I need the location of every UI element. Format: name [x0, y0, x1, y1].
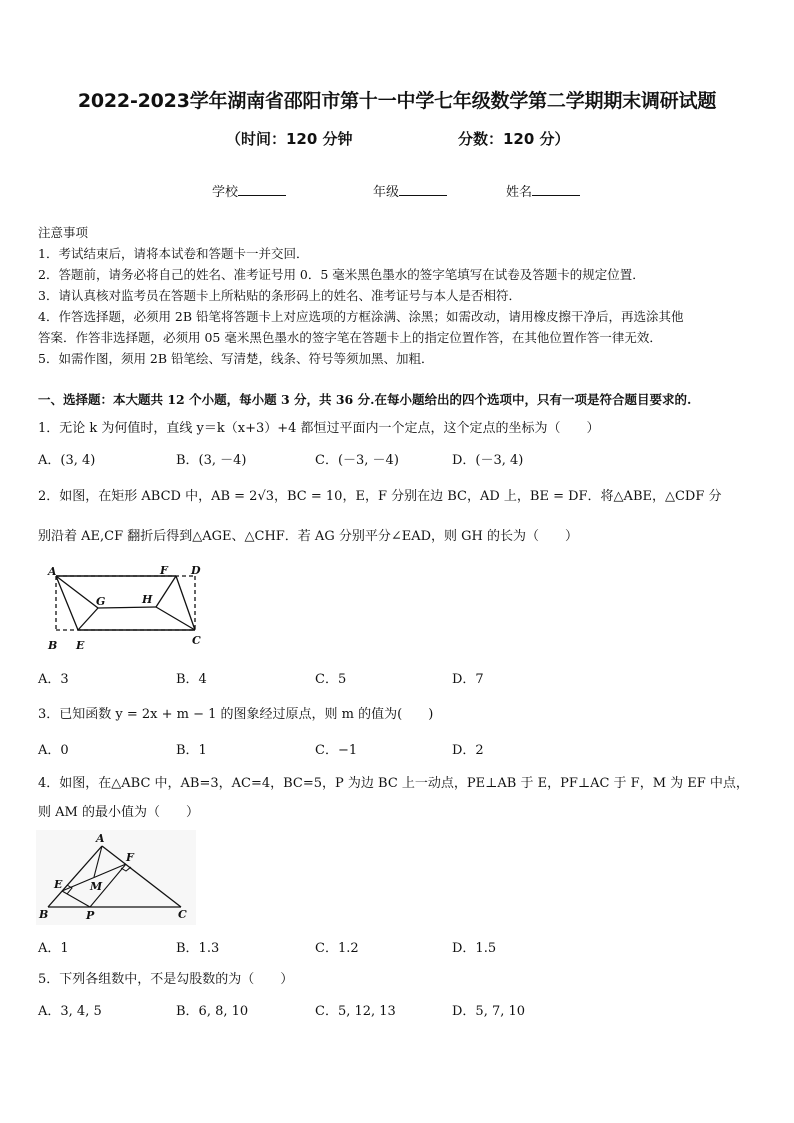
segment-gh [98, 607, 156, 608]
q3-option-d: D．2 [452, 743, 484, 758]
label-c: C [178, 908, 187, 921]
note-item: 4．作答选择题，必须用 2B 铅笔将答题卡上对应选项的方框涂满、涂黑；如需改动，请用橡皮擦干净后，再选涂其他 [38, 309, 684, 324]
q3-option-b: B．1 [176, 743, 207, 758]
q2-stem-line1: 2．如图，在矩形 ABCD 中，AB = 2√3，BC = 10，E，F 分别在边 BC，AD 上，BE = DF．将△ABE，△CDF 分 [38, 489, 722, 504]
school-label: 学校 [212, 185, 239, 200]
notes-heading: 注意事项 [38, 225, 89, 240]
q2-rectangle-figure [40, 560, 215, 655]
q4-option-d: D．1.5 [452, 941, 497, 956]
q1-option-b: B．(3, －4) [176, 453, 247, 468]
label-g: G [96, 595, 106, 608]
school-blank [238, 183, 286, 196]
name-blank [532, 183, 580, 196]
q3-stem: 3．已知函数 y = 2x + m − 1 的图象经过原点，则 m 的值为( ) [38, 707, 434, 722]
label-c: C [192, 634, 201, 647]
label-b: B [39, 908, 49, 921]
note-item: 3．请认真核对监考员在答题卡上所粘贴的条形码上的姓名、准考证号与本人是否相符． [38, 288, 521, 303]
label-f: F [160, 564, 168, 577]
name-field [506, 181, 580, 200]
segment-fh [156, 576, 176, 607]
q4-triangle-figure [36, 830, 196, 925]
q4-stem-line2: 则 AM 的最小值为（ ） [38, 805, 199, 820]
grade-blank [399, 183, 447, 196]
segment-ge [78, 608, 98, 630]
q4-stem-line1: 4．如图，在△ABC 中，AB=3，AC=4，BC=5，P 为边 BC 上一动点，PE⊥AB 于 E，PF⊥AC 于 F，M 为 EF 中点， [38, 776, 749, 791]
q4-option-b: B．1.3 [176, 941, 220, 956]
q4-option-c: C．1.2 [315, 941, 359, 956]
school-field [212, 181, 286, 200]
segment-hc [156, 607, 195, 630]
name-label: 姓名 [506, 185, 533, 200]
q1-option-d: D．(－3, 4) [452, 453, 524, 468]
q5-option-c: C．5, 12, 13 [315, 1004, 396, 1019]
q1-option-a: A．(3, 4) [38, 453, 96, 468]
grade-field [373, 181, 447, 200]
q2-stem-line2: 别沿着 AE,CF 翻折后得到△AGE、△CHF．若 AG 分别平分∠EAD，则 GH 的长为（ ） [38, 529, 579, 544]
label-a: A [48, 565, 57, 578]
q5-option-d: D．5, 7, 10 [452, 1004, 526, 1019]
note-item: 5．如需作图，须用 2B 铅笔绘、写清楚，线条、符号等须加黑、加粗． [38, 351, 434, 366]
exam-time: （时间：120 分钟 [226, 130, 353, 148]
q2-option-b: B．4 [176, 672, 207, 687]
q2-option-a: A．3 [38, 672, 69, 687]
q2-option-d: D．7 [452, 672, 484, 687]
note-item: 2．答题前，请务必将自己的姓名、准考证号用 0．5 毫米黑色墨水的签字笔填写在试卷及答题卡的规定位置． [38, 267, 645, 282]
grade-label: 年级 [373, 185, 400, 200]
label-b: B [48, 639, 58, 652]
note-item: 1．考试结束后，请将本试卷和答题卡一并交回． [38, 246, 309, 261]
q3-option-c: C．−1 [315, 743, 358, 758]
label-e: E [54, 878, 63, 891]
q3-option-a: A．0 [38, 743, 69, 758]
label-d: D [191, 564, 201, 577]
q1-stem: 1．无论 k 为何值时，直线 y＝k（x+3）+4 都恒过平面内一个定点，这个定点的坐标为（ ） [38, 421, 600, 436]
label-f: F [126, 851, 134, 864]
label-e: E [76, 639, 85, 652]
label-a: A [96, 832, 105, 845]
label-m: M [90, 880, 103, 893]
segment-fc [176, 576, 195, 630]
note-item: 答案．作答非选择题，必须用 05 毫米黑色墨水的签字笔在答题卡上的指定位置作答，在其他位置作答一律无效． [38, 330, 662, 345]
label-p: P [86, 909, 95, 922]
q5-option-b: B．6, 8, 10 [176, 1004, 249, 1019]
exam-score: 分数：120 分） [458, 130, 570, 148]
q4-option-a: A．1 [38, 941, 69, 956]
page-title: 2022-2023学年湖南省邵阳市第十一中学七年级数学第二学期期末调研试题 [77, 90, 717, 112]
q5-option-a: A．3, 4, 5 [38, 1004, 102, 1019]
section-heading: 一、选择题：本大题共 12 个小题，每小题 3 分，共 36 分.在每小题给出的四个选项中，只有一项是符合题目要求的. [38, 392, 692, 407]
label-h: H [142, 593, 153, 606]
q1-option-c: C．(－3, －4) [315, 453, 399, 468]
q5-stem: 5．下列各组数中，不是勾股数的为（ ） [38, 972, 294, 987]
q2-option-c: C．5 [315, 672, 347, 687]
